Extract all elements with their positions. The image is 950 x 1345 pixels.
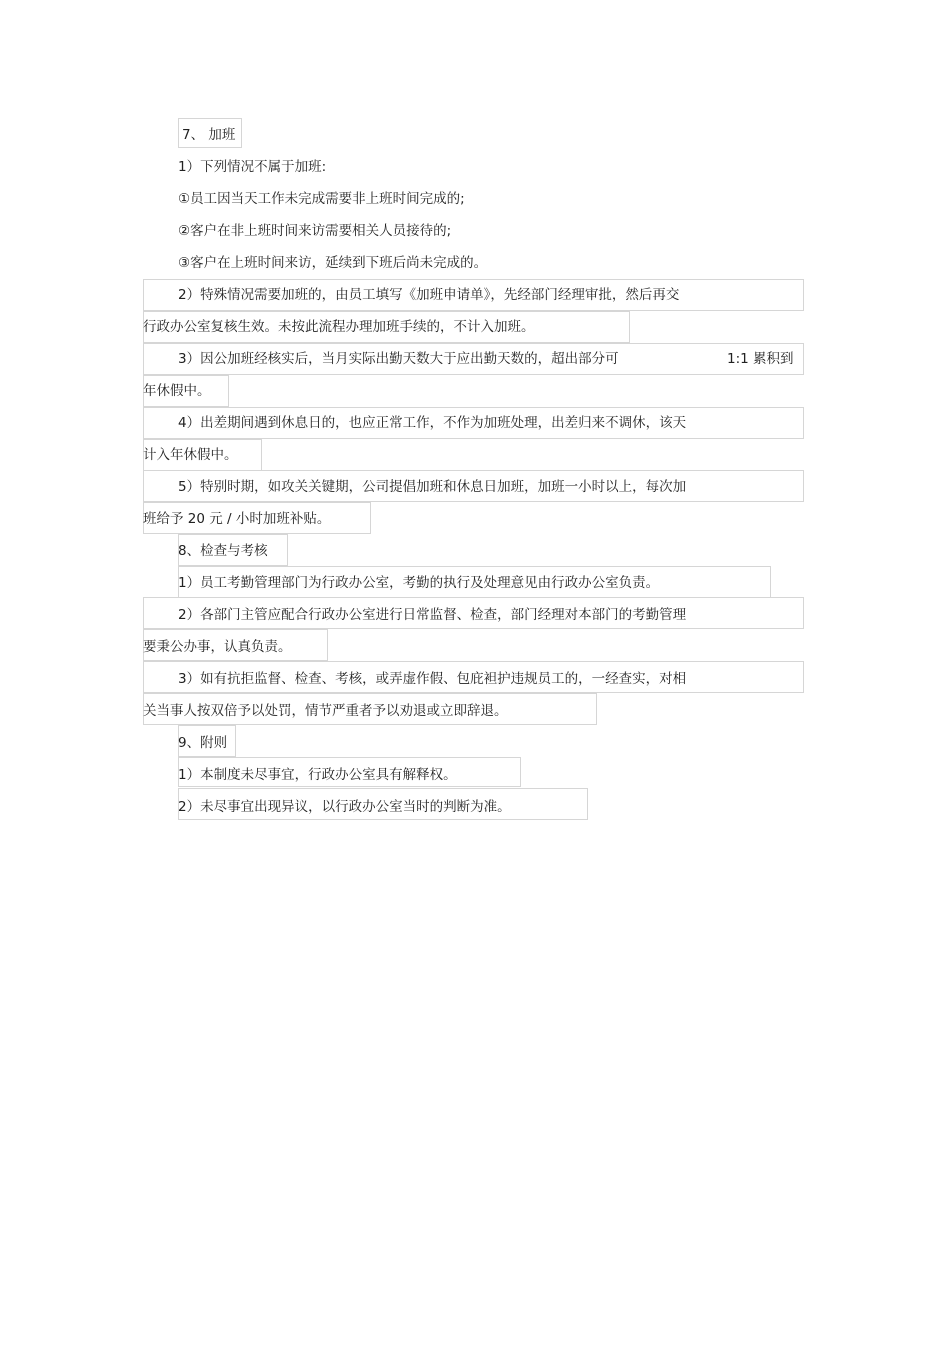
section-8-item-2-line-1: 2）各部门主管应配合行政办公室进行日常监督、检查，部门经理对本部门的考勤管理 (178, 607, 687, 623)
section-7-item-1c: ③客户在上班时间来访，延续到下班后尚未完成的。 (178, 255, 488, 271)
section-7-item-3-line-2: 年休假中。 (143, 383, 211, 399)
section-8-item-3-line-1: 3）如有抗拒监督、检查、考核，或弄虚作假、包庇袒护违规员工的，一经查实，对相 (178, 671, 687, 687)
section-7-item-2-line-1: 2）特殊情况需要加班的，由员工填写《加班申请单》，先经部门经理审批，然后再交 (178, 287, 680, 303)
section-7-item-3-line-1a: 3）因公加班经核实后，当月实际出勤天数大于应出勤天数的，超出部分可 (178, 351, 619, 367)
section-9-item-2: 2）未尽事宜出现异议，以行政办公室当时的判断为准。 (178, 799, 511, 815)
section-7-title: 7、 加班 (182, 127, 236, 143)
section-9-item-1: 1）本制度未尽事宜，行政办公室具有解释权。 (178, 767, 457, 783)
section-7-item-5-line-2: 班给予 20 元 / 小时加班补贴。 (143, 511, 331, 527)
section-7-item-1a: ①员工因当天工作未完成需要非上班时间完成的; (178, 191, 465, 207)
section-8-item-3-line-2: 关当事人按双倍予以处罚，情节严重者予以劝退或立即辞退。 (143, 703, 508, 719)
section-7-item-5-line-1: 5）特别时期，如攻关关键期，公司提倡加班和休息日加班，加班一小时以上，每次加 (178, 479, 687, 495)
section-8-item-2-line-2: 要秉公办事，认真负责。 (143, 639, 292, 655)
section-7-item-4-line-2: 计入年休假中。 (143, 447, 238, 463)
section-7-item-2-line-2: 行政办公室复核生效。未按此流程办理加班手续的，不计入加班。 (143, 319, 535, 335)
section-8-title: 8、检查与考核 (178, 543, 268, 559)
section-7-item-4-line-1: 4）出差期间遇到休息日的，也应正常工作，不作为加班处理，出差归来不调休，该天 (178, 415, 687, 431)
section-9-title: 9、附则 (178, 735, 228, 751)
section-7-item-1: 1）下列情况不属于加班: (178, 159, 327, 175)
section-8-item-1: 1）员工考勤管理部门为行政办公室，考勤的执行及处理意见由行政办公室负责。 (178, 575, 660, 591)
section-7-item-1b: ②客户在非上班时间来访需要相关人员接待的; (178, 223, 452, 239)
section-7-item-3-line-1b: 1:1 累积到 (727, 351, 794, 367)
